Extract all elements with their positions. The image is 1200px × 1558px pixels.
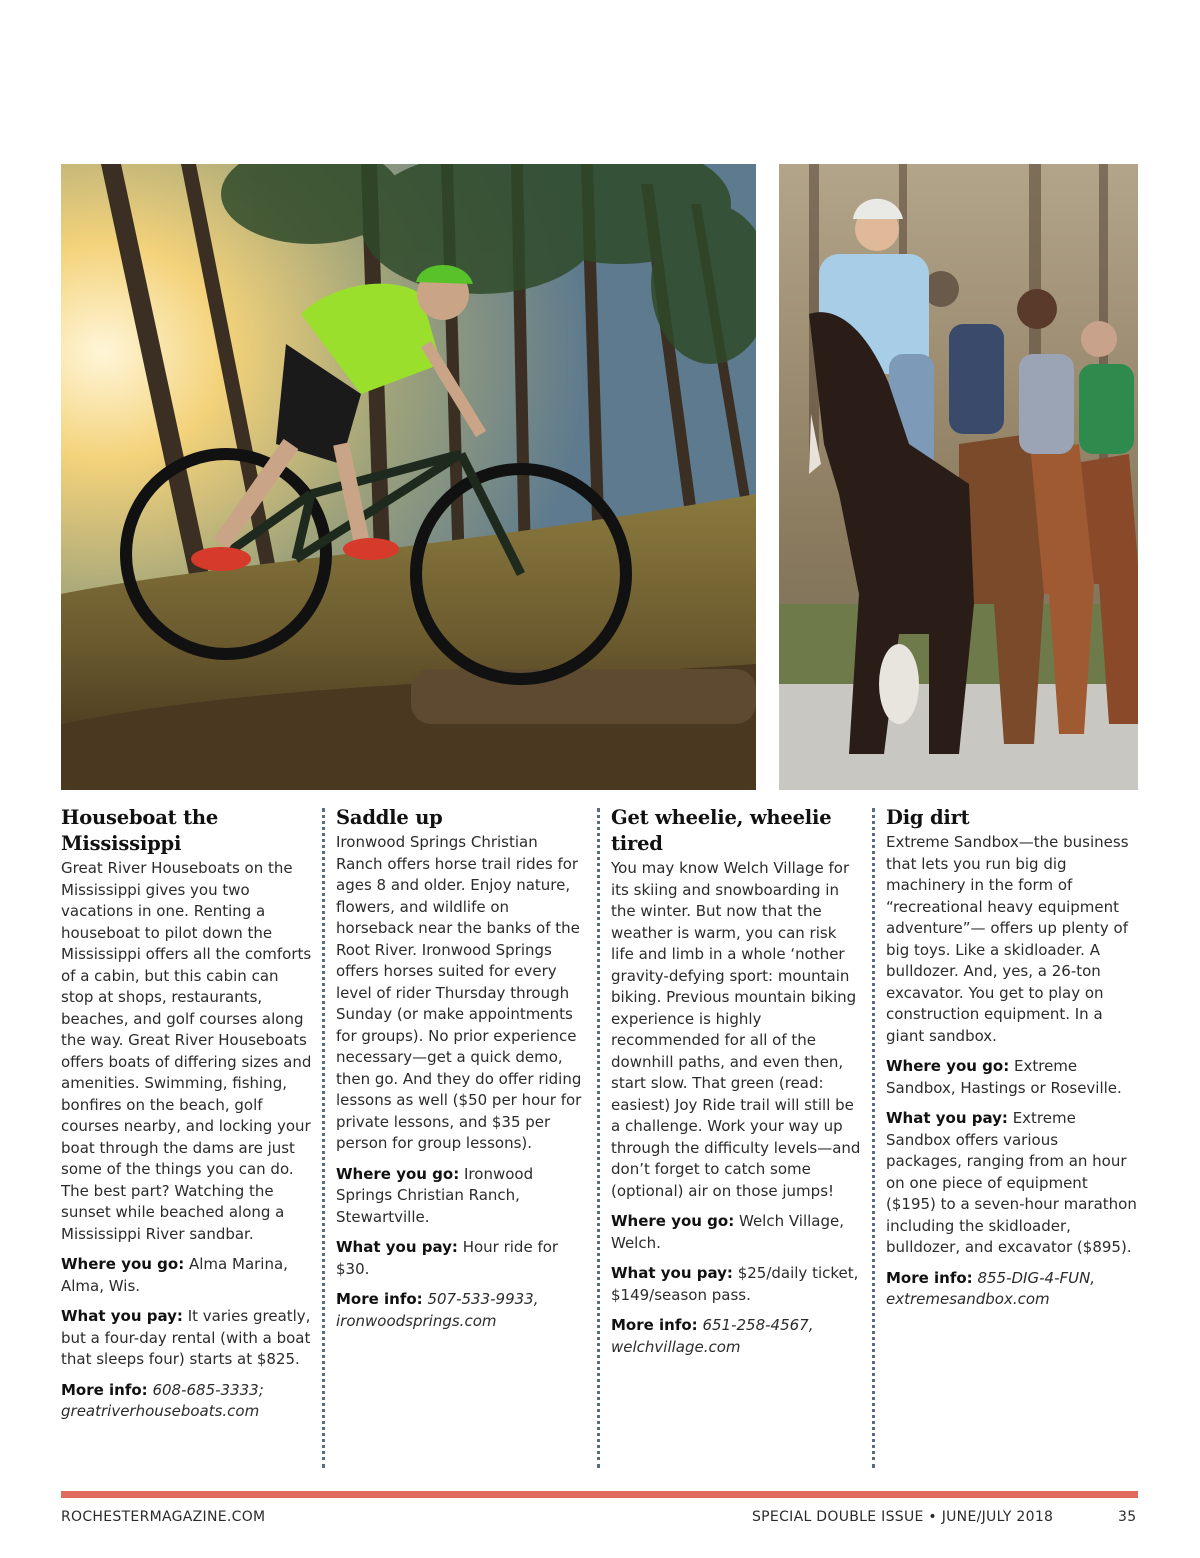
info-label: More info: — [611, 1316, 698, 1334]
where-value: Ironwood Springs Christian Ranch, Stewartville. — [336, 1164, 534, 1226]
pay-value: Extreme Sandbox offers various packages, ranging from an hour on one piece of equipment ($195) to a seven-hour marathon including the skidloader, bulldozer, and excavator ($895). — [886, 1109, 1137, 1256]
where-you-go — [61, 1254, 313, 1297]
where-value: Welch Village, Welch. — [611, 1212, 845, 1252]
pay-label: What you pay: — [611, 1264, 733, 1282]
page-number: 35 — [1118, 1509, 1137, 1525]
horseback-riders-photo — [779, 164, 1138, 790]
pay-label: What you pay: — [336, 1238, 458, 1256]
info-label: More info: — [61, 1380, 148, 1399]
footer-issue: SPECIAL DOUBLE ISSUE • JUNE/JULY 2018 — [752, 1509, 1054, 1525]
pay-label: What you pay: — [61, 1307, 183, 1325]
article-title: Houseboat the Mississippi — [61, 806, 219, 855]
pay-value: Hour ride for $30. — [336, 1238, 559, 1278]
info-link[interactable]: 855-DIG-4-FUN, extremesandbox.com — [886, 1268, 1096, 1308]
article-dig-dirt — [886, 805, 1138, 1320]
more-info — [611, 1315, 863, 1358]
info-link[interactable]: 507-533-9933, ironwoodsprings.com — [336, 1290, 539, 1330]
where-label: Where you go: — [611, 1212, 735, 1230]
where-you-go — [336, 1164, 588, 1229]
footer-rule — [61, 1491, 1138, 1498]
more-info — [886, 1268, 1138, 1311]
article-body: Extreme Sandbox—the business that lets you run big dig machinery in the form of “recreational heavy equipment adventure”— offers up plenty of big toys. Like a skidloader. A bulldozer. And, yes, a 26-ton excavator. You get to play on construction equipment. In a giant sandbox. — [886, 833, 1129, 1045]
footer-site[interactable]: ROCHESTERMAGAZINE.COM — [61, 1509, 266, 1525]
where-value: Extreme Sandbox, Hastings or Roseville. — [886, 1057, 1122, 1097]
column-divider — [597, 808, 600, 1468]
info-label: More info: — [336, 1290, 423, 1308]
where-label: Where you go: — [886, 1057, 1010, 1075]
article-wheelie — [611, 805, 863, 1367]
what-you-pay — [336, 1237, 588, 1280]
mountain-biker-photo — [61, 164, 756, 790]
article-saddle-up — [336, 805, 588, 1341]
pay-value: It varies greatly, but a four-day rental (with a boat that sleeps four) starts at $825. — [61, 1307, 311, 1368]
where-label: Where you go: — [336, 1164, 460, 1183]
more-info — [61, 1380, 313, 1423]
column-divider — [872, 808, 875, 1468]
article-body: You may know Welch Village for its skiing and snowboarding in the winter. But now that the weather is warm, you can risk life and limb in a whole ‘nother gravity-defying sport: mountain biking. Previous mountain biking experience is highly recommended for all of the downhill paths, and even then, start slow. That green (read: easiest) Joy Ride trail will still be a challenge. Work your way up through the difficulty levels—and don’t forget to catch some (optional) air on those jumps! — [611, 859, 861, 1200]
where-you-go — [886, 1056, 1138, 1099]
where-you-go — [611, 1211, 863, 1254]
what-you-pay — [886, 1108, 1138, 1259]
article-title: Get wheelie, wheelie tired — [611, 806, 832, 855]
article-body: Great River Houseboats on the Mississippi gives you two vacations in one. Renting a houseboat to pilot down the Mississippi offers all the comforts of a cabin, but this cabin can stop at shops, restaurants, beaches, and golf courses along the way. Great River Houseboats offers boats of differing sizes and amenities. Swimming, fishing, bonfires on the beach, golf courses nearby, and locking your boat through the dams are just some of the things you can do. The best part? Watching the sunset while beached along a Mississippi River sandbar. — [61, 859, 312, 1243]
info-link[interactable]: 608-685-3333; greatriverhouseboats.com — [61, 1380, 264, 1420]
more-info — [336, 1289, 588, 1332]
column-divider — [322, 808, 325, 1468]
pay-value: $25/daily ticket, $149/season pass. — [611, 1264, 859, 1304]
info-link[interactable]: 651-258-4567, welchvillage.com — [611, 1316, 814, 1356]
article-title: Saddle up — [336, 806, 443, 829]
info-label: More info: — [886, 1268, 973, 1287]
where-value: Alma Marina, Alma, Wis. — [61, 1255, 288, 1295]
pay-label: What you pay: — [886, 1109, 1008, 1127]
where-label: Where you go: — [61, 1255, 185, 1273]
what-you-pay — [61, 1306, 313, 1371]
article-body: Ironwood Springs Christian Ranch offers horse trail rides for ages 8 and older. Enjoy nature, flowers, and wildlife on horseback near the banks of the Root River. Ironwood Springs offers horses suited for every level of rider Thursday through Sunday (or make appointments for groups). No prior experience necessary—get a quick demo, then go. And they do offer riding lessons as well ($50 per hour for private lessons, and $35 per person for group lessons). — [336, 833, 582, 1152]
article-houseboat — [61, 805, 313, 1432]
what-you-pay — [611, 1263, 863, 1306]
article-title: Dig dirt — [886, 806, 970, 829]
